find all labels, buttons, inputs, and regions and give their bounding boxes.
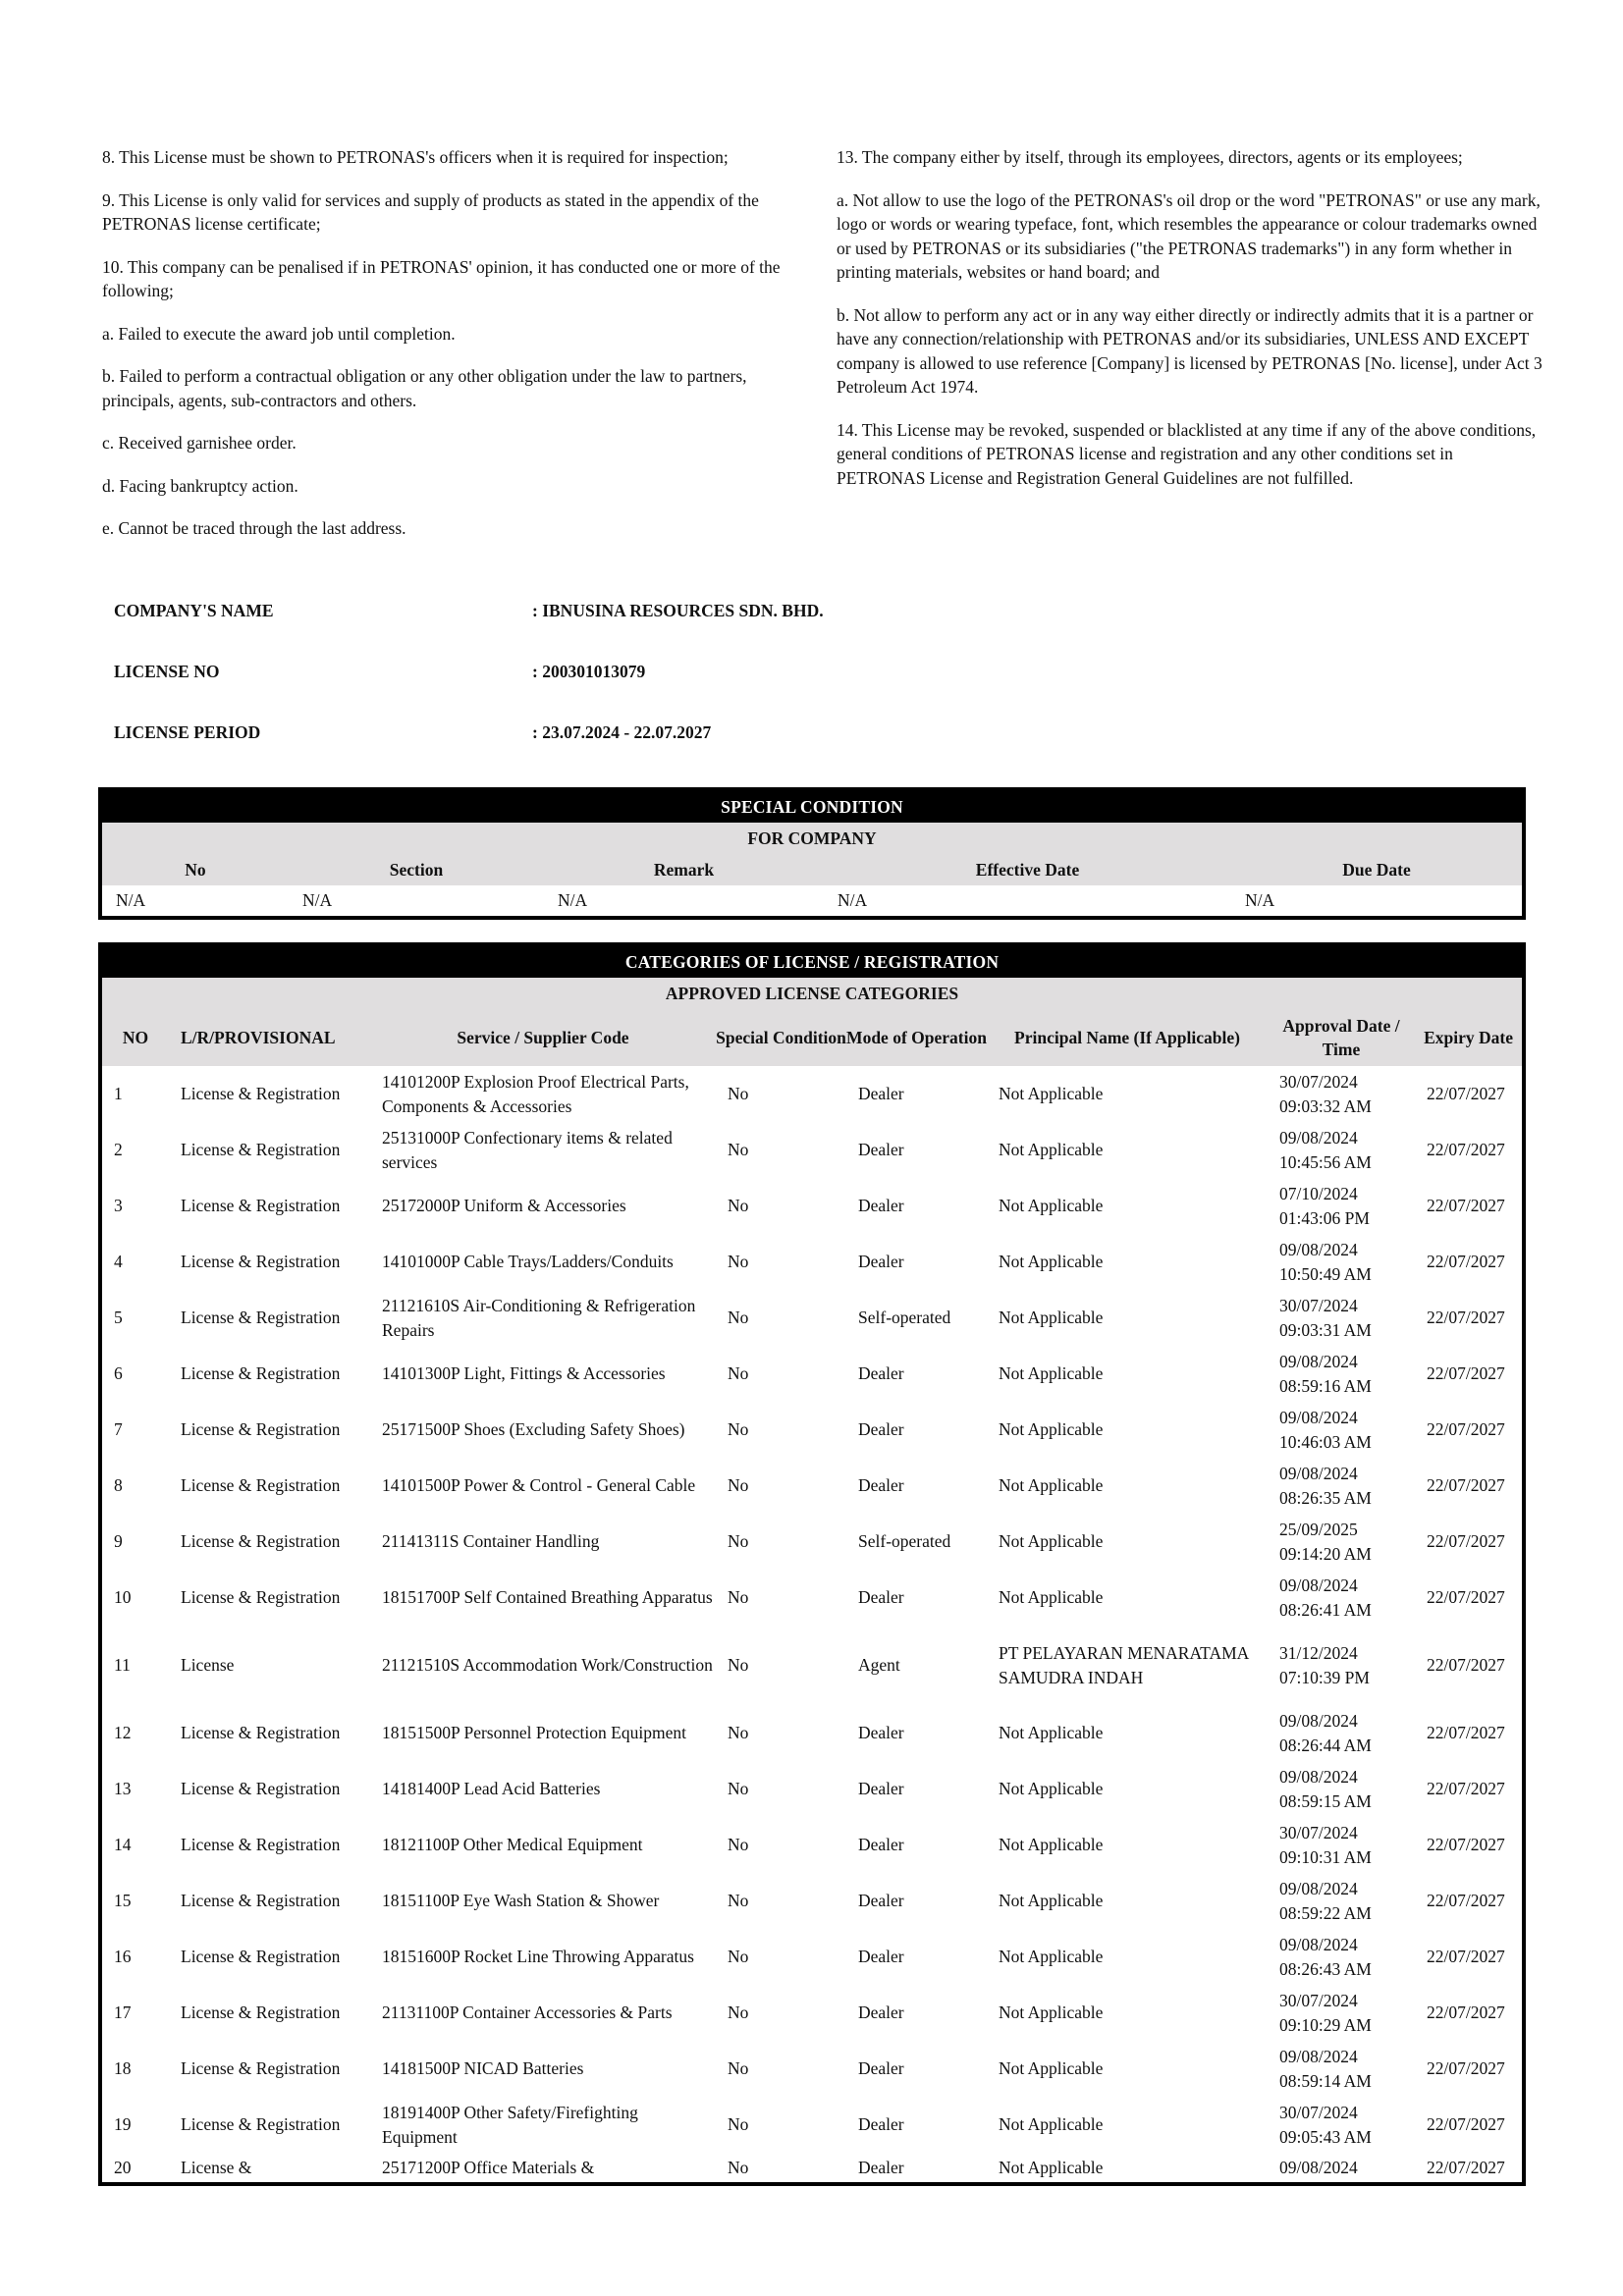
cell-expiry-date: 22/07/2027 [1415, 1514, 1522, 1570]
cell-mode-of-operation: Dealer [846, 1346, 987, 1402]
condition-8: 8. This License must be shown to PETRONAS's officers when it is required for inspection; [102, 147, 729, 167]
cell-service-code: 18151100P Eye Wash Station & Shower [370, 1873, 716, 1929]
cell-due-date: N/A [1231, 885, 1522, 916]
cell-principal-name: Not Applicable [987, 1066, 1268, 1122]
col-header-lr-provisional: L/R/PROVISIONAL [169, 1009, 370, 1066]
cell-service-code: 14181500P NICAD Batteries [370, 2041, 716, 2097]
cell-lr-provisional: License & Registration [169, 1290, 370, 1346]
cell-lr-provisional: License & Registration [169, 1761, 370, 1817]
cell-mode-of-operation: Dealer [846, 1929, 987, 1985]
col-header-no: No [102, 854, 289, 885]
cell-expiry-date: 22/07/2027 [1415, 2097, 1522, 2153]
approval-time: 07:10:39 PM [1279, 1667, 1370, 1687]
cell-lr-provisional: License & Registration [169, 1514, 370, 1570]
approval-date: 31/12/2024 [1279, 1643, 1358, 1663]
categories-rows [102, 1066, 1522, 2182]
cell-no: 2 [102, 1122, 169, 1178]
approval-time: 09:14:20 AM [1279, 1543, 1372, 1564]
cell-special-condition: No [716, 1346, 846, 1402]
cell-expiry-date: 22/07/2027 [1415, 1458, 1522, 1514]
cell-special-condition: No [716, 1458, 846, 1514]
categories-subtitle: APPROVED LICENSE CATEGORIES [102, 978, 1522, 1009]
approval-date: 30/07/2024 [1279, 1296, 1358, 1315]
cell-mode-of-operation: Dealer [846, 1705, 987, 1761]
company-name-label: COMPANY'S NAME [114, 601, 274, 620]
cell-service-code: 18151700P Self Contained Breathing Apparatus [370, 1570, 716, 1626]
cell-principal-name: Not Applicable [987, 1346, 1268, 1402]
cell-service-code: 21121510S Accommodation Work/Construction [370, 1626, 716, 1705]
condition-10: 10. This company can be penalised if in PETRONAS' opinion, it has conducted one or more of the following; [102, 256, 781, 300]
license-period-label: LICENSE PERIOD [114, 722, 261, 742]
approval-date: 09/08/2024 [1279, 1711, 1358, 1731]
cell-principal-name: Not Applicable [987, 1817, 1268, 1873]
cell-approval-date [1268, 1929, 1415, 1985]
cell-no: 13 [102, 1761, 169, 1817]
cell-remark: N/A [544, 885, 824, 916]
approval-date: 09/08/2024 [1279, 1352, 1358, 1371]
cell-principal-name: Not Applicable [987, 1985, 1268, 2041]
col-header-effective-date: Effective Date [824, 854, 1231, 885]
cell-lr-provisional: License & Registration [169, 1346, 370, 1402]
cell-lr-provisional: License & Registration [169, 1705, 370, 1761]
approval-date: 09/08/2024 [1279, 1464, 1358, 1483]
cell-service-code: 25171200P Office Materials & [370, 2153, 716, 2182]
cell-principal-name: Not Applicable [987, 1234, 1268, 1290]
approval-time: 08:59:14 AM [1279, 2070, 1372, 2091]
license-categories-table [98, 942, 1526, 2186]
approval-time: 01:43:06 PM [1279, 1207, 1370, 1228]
table-row [102, 1514, 1522, 1570]
approval-time: 10:45:56 AM [1279, 1151, 1372, 1172]
approval-date: 09/08/2024 [1279, 1575, 1358, 1595]
approval-date: 09/08/2024 [1279, 2047, 1358, 2066]
cell-expiry-date: 22/07/2027 [1415, 1570, 1522, 1626]
cell-approval-date [1268, 1402, 1415, 1458]
cell-special-condition: No [716, 1873, 846, 1929]
cell-approval-date [1268, 1873, 1415, 1929]
cell-approval-date [1268, 1817, 1415, 1873]
condition-13b: b. Not allow to perform any act or in any way either directly or indirectly admits that it is a partner or have any connection/relationship with PETRONAS and/or its subsidiaries, UNLESS AND EXCEPT company is allowed to use reference [Company] is licensed by PETRONAS [No. license], under Act 3 Petroleum Act 1974. [837, 304, 1542, 397]
table-row [102, 2041, 1522, 2097]
cell-expiry-date: 22/07/2027 [1415, 1929, 1522, 1985]
table-row [102, 1402, 1522, 1458]
condition-13a: a. Not allow to use the logo of the PETRONAS's oil drop or the word "PETRONAS" or use any mark, logo or words or wearing typeface, font, which resembles the appearance or colour trademarks owned or used by PETRONAS or its subsidiaries ("the PETRONAS trademarks") in any form whether in printing materials, websites or hand board; and [837, 189, 1541, 282]
cell-expiry-date: 22/07/2027 [1415, 1290, 1522, 1346]
cell-expiry-date: 22/07/2027 [1415, 1873, 1522, 1929]
approval-date: 09/08/2024 [1279, 1767, 1358, 1787]
cell-lr-provisional: License & Registration [169, 1570, 370, 1626]
cell-lr-provisional: License & Registration [169, 1817, 370, 1873]
approval-time: 10:46:03 AM [1279, 1431, 1372, 1452]
cell-approval-date [1268, 2097, 1415, 2153]
cell-special-condition: No [716, 1761, 846, 1817]
cell-expiry-date: 22/07/2027 [1415, 1817, 1522, 1873]
approval-time: 09:10:31 AM [1279, 1846, 1372, 1867]
cell-mode-of-operation: Dealer [846, 1066, 987, 1122]
cell-no: 18 [102, 2041, 169, 2097]
cell-lr-provisional: License & Registration [169, 1985, 370, 2041]
table-row [102, 1066, 1522, 1122]
cell-service-code: 18191400P Other Safety/Firefighting Equipment [370, 2097, 716, 2153]
approval-time: 09:10:29 AM [1279, 2014, 1372, 2035]
approval-date: 30/07/2024 [1279, 1991, 1358, 2010]
cell-service-code: 14181400P Lead Acid Batteries [370, 1761, 716, 1817]
cell-service-code: 18151500P Personnel Protection Equipment [370, 1705, 716, 1761]
cell-principal-name: Not Applicable [987, 2041, 1268, 2097]
table-row [102, 1705, 1522, 1761]
special-condition-subtitle: FOR COMPANY [102, 823, 1522, 854]
cell-approval-date [1268, 1514, 1415, 1570]
approval-time: 08:26:43 AM [1279, 1958, 1372, 1979]
cell-special-condition: No [716, 1066, 846, 1122]
cell-special-condition: No [716, 1985, 846, 2041]
cell-principal-name: Not Applicable [987, 1761, 1268, 1817]
special-condition-table [98, 787, 1526, 920]
cell-approval-date [1268, 1985, 1415, 2041]
col-header-special-condition: Special Condition [716, 1009, 846, 1066]
approval-time: 08:26:44 AM [1279, 1735, 1372, 1755]
cell-service-code: 25171500P Shoes (Excluding Safety Shoes) [370, 1402, 716, 1458]
table-row [102, 1873, 1522, 1929]
cell-special-condition: No [716, 1290, 846, 1346]
cell-no: 4 [102, 1234, 169, 1290]
cell-lr-provisional: License & [169, 2153, 370, 2182]
cell-mode-of-operation: Dealer [846, 2153, 987, 2182]
approval-date: 09/08/2024 [1279, 1128, 1358, 1148]
approval-date: 30/07/2024 [1279, 1823, 1358, 1842]
categories-title: CATEGORIES OF LICENSE / REGISTRATION [102, 946, 1522, 978]
approval-date: 09/08/2024 [1279, 1879, 1358, 1898]
table-row [102, 885, 1522, 916]
cell-principal-name: Not Applicable [987, 2097, 1268, 2153]
license-no-label: LICENSE NO [114, 662, 220, 681]
cell-expiry-date: 22/07/2027 [1415, 1178, 1522, 1234]
condition-10b: b. Failed to perform a contractual obligation or any other obligation under the law to partners, principals, agents, sub-contractors and others. [102, 366, 747, 410]
table-row [102, 2097, 1522, 2153]
cell-approval-date [1268, 1178, 1415, 1234]
approval-time: 09:05:43 AM [1279, 2126, 1372, 2147]
condition-13: 13. The company either by itself, through its employees, directors, agents or its employees; [837, 147, 1463, 167]
cell-no: N/A [102, 885, 289, 916]
cell-no: 5 [102, 1290, 169, 1346]
cell-mode-of-operation: Agent [846, 1626, 987, 1705]
col-header-remark: Remark [544, 854, 824, 885]
cell-expiry-date: 22/07/2027 [1415, 1761, 1522, 1817]
license-no-value: : 200301013079 [532, 662, 646, 681]
cell-lr-provisional: License & Registration [169, 1122, 370, 1178]
cell-principal-name: Not Applicable [987, 1570, 1268, 1626]
col-header-no: NO [102, 1009, 169, 1066]
cell-no: 15 [102, 1873, 169, 1929]
cell-special-condition: No [716, 1402, 846, 1458]
cell-approval-date [1268, 1570, 1415, 1626]
cell-expiry-date: 22/07/2027 [1415, 1626, 1522, 1705]
cell-no: 16 [102, 1929, 169, 1985]
approval-date: 07/10/2024 [1279, 1184, 1358, 1203]
cell-principal-name: Not Applicable [987, 1514, 1268, 1570]
approval-date: 09/08/2024 [1279, 1408, 1358, 1427]
cell-no: 12 [102, 1705, 169, 1761]
approval-date: 09/08/2024 [1279, 1935, 1358, 1954]
approval-date: 30/07/2024 [1279, 1072, 1358, 1092]
approval-date: 30/07/2024 [1279, 2103, 1358, 2122]
special-condition-title: SPECIAL CONDITION [102, 791, 1522, 823]
cell-lr-provisional: License & Registration [169, 1929, 370, 1985]
condition-10d: d. Facing bankruptcy action. [102, 475, 298, 496]
cell-no: 14 [102, 1817, 169, 1873]
cell-expiry-date: 22/07/2027 [1415, 2153, 1522, 2182]
cell-service-code: 21121610S Air-Conditioning & Refrigeration Repairs [370, 1290, 716, 1346]
cell-mode-of-operation: Dealer [846, 1985, 987, 2041]
cell-special-condition: No [716, 1122, 846, 1178]
cell-principal-name: Not Applicable [987, 1290, 1268, 1346]
cell-mode-of-operation: Dealer [846, 1570, 987, 1626]
cell-expiry-date: 22/07/2027 [1415, 1346, 1522, 1402]
condition-10a: a. Failed to execute the award job until completion. [102, 323, 456, 344]
cell-effective-date: N/A [824, 885, 1231, 916]
approval-time: 08:59:16 AM [1279, 1375, 1372, 1396]
cell-lr-provisional: License & Registration [169, 1402, 370, 1458]
cell-no: 3 [102, 1178, 169, 1234]
cell-expiry-date: 22/07/2027 [1415, 1705, 1522, 1761]
cell-special-condition: No [716, 1626, 846, 1705]
cell-mode-of-operation: Dealer [846, 2041, 987, 2097]
approval-time: 08:26:35 AM [1279, 1487, 1372, 1508]
cell-service-code: 14101500P Power & Control - General Cable [370, 1458, 716, 1514]
condition-9: 9. This License is only valid for services and supply of products as stated in the appendix of the PETRONAS license certificate; [102, 189, 759, 234]
cell-expiry-date: 22/07/2027 [1415, 1066, 1522, 1122]
table-row [102, 1234, 1522, 1290]
table-row [102, 1346, 1522, 1402]
cell-approval-date [1268, 2041, 1415, 2097]
cell-approval-date [1268, 1066, 1415, 1122]
approval-time: 08:26:41 AM [1279, 1599, 1372, 1620]
approval-time: 09:03:32 AM [1279, 1095, 1372, 1116]
cell-principal-name: Not Applicable [987, 1178, 1268, 1234]
cell-principal-name: Not Applicable [987, 1929, 1268, 1985]
cell-service-code: 14101300P Light, Fittings & Accessories [370, 1346, 716, 1402]
cell-lr-provisional: License & Registration [169, 1234, 370, 1290]
cell-approval-date [1268, 1290, 1415, 1346]
cell-service-code: 21141311S Container Handling [370, 1514, 716, 1570]
cell-service-code: 18151600P Rocket Line Throwing Apparatus [370, 1929, 716, 1985]
cell-service-code: 25131000P Confectionary items & related services [370, 1122, 716, 1178]
cell-principal-name: PT PELAYARAN MENARATAMA SAMUDRA INDAH [987, 1626, 1268, 1705]
cell-lr-provisional: License [169, 1626, 370, 1705]
cell-principal-name: Not Applicable [987, 1458, 1268, 1514]
cell-special-condition: No [716, 1514, 846, 1570]
col-header-principal-name: Principal Name (If Applicable) [987, 1009, 1268, 1066]
col-header-mode-of-operation: Mode of Operation [846, 1009, 987, 1066]
cell-lr-provisional: License & Registration [169, 1066, 370, 1122]
cell-principal-name: Not Applicable [987, 1402, 1268, 1458]
cell-no: 6 [102, 1346, 169, 1402]
cell-service-code: 21131100P Container Accessories & Parts [370, 1985, 716, 2041]
cell-special-condition: No [716, 1178, 846, 1234]
table-row [102, 2153, 1522, 2182]
cell-no: 11 [102, 1626, 169, 1705]
cell-lr-provisional: License & Registration [169, 2097, 370, 2153]
cell-mode-of-operation: Self-operated [846, 1514, 987, 1570]
cell-expiry-date: 22/07/2027 [1415, 2041, 1522, 2097]
cell-mode-of-operation: Self-operated [846, 1290, 987, 1346]
cell-principal-name: Not Applicable [987, 1873, 1268, 1929]
table-row [102, 1929, 1522, 1985]
cell-approval-date [1268, 2153, 1415, 2182]
cell-mode-of-operation: Dealer [846, 2097, 987, 2153]
cell-mode-of-operation: Dealer [846, 1873, 987, 1929]
conditions-right-column [837, 145, 1543, 508]
cell-special-condition: No [716, 1817, 846, 1873]
cell-no: 8 [102, 1458, 169, 1514]
condition-14: 14. This License may be revoked, suspended or blacklisted at any time if any of the above conditions, general conditions of PETRONAS license and registration and any other conditions set in PETRONAS License and Registration General Guidelines are not fulfilled. [837, 419, 1537, 488]
cell-principal-name: Not Applicable [987, 2153, 1268, 2182]
cell-mode-of-operation: Dealer [846, 1234, 987, 1290]
cell-special-condition: No [716, 1570, 846, 1626]
cell-expiry-date: 22/07/2027 [1415, 1234, 1522, 1290]
cell-no: 7 [102, 1402, 169, 1458]
cell-approval-date [1268, 1626, 1415, 1705]
col-header-expiry-date: Expiry Date [1415, 1009, 1522, 1066]
col-header-approval-date: Approval Date / Time [1268, 1009, 1415, 1066]
cell-special-condition: No [716, 1234, 846, 1290]
condition-10c: c. Received garnishee order. [102, 433, 297, 453]
cell-approval-date [1268, 1346, 1415, 1402]
cell-no: 19 [102, 2097, 169, 2153]
table-row [102, 1122, 1522, 1178]
cell-mode-of-operation: Dealer [846, 1761, 987, 1817]
table-row [102, 1570, 1522, 1626]
table-row [102, 1178, 1522, 1234]
cell-no: 20 [102, 2153, 169, 2182]
cell-lr-provisional: License & Registration [169, 1873, 370, 1929]
cell-approval-date [1268, 1705, 1415, 1761]
cell-expiry-date: 22/07/2027 [1415, 1122, 1522, 1178]
table-row [102, 1290, 1522, 1346]
cell-principal-name: Not Applicable [987, 1705, 1268, 1761]
condition-10e: e. Cannot be traced through the last address. [102, 518, 406, 538]
col-header-due-date: Due Date [1231, 854, 1522, 885]
cell-approval-date [1268, 1234, 1415, 1290]
approval-time: 09:03:31 AM [1279, 1319, 1372, 1340]
cell-approval-date [1268, 1122, 1415, 1178]
cell-special-condition: No [716, 2097, 846, 2153]
cell-service-code: 18121100P Other Medical Equipment [370, 1817, 716, 1873]
cell-approval-date [1268, 1761, 1415, 1817]
cell-service-code: 14101200P Explosion Proof Electrical Parts, Components & Accessories [370, 1066, 716, 1122]
cell-mode-of-operation: Dealer [846, 1122, 987, 1178]
cell-mode-of-operation: Dealer [846, 1402, 987, 1458]
approval-date: 25/09/2025 [1279, 1520, 1358, 1539]
table-row [102, 1817, 1522, 1873]
approval-date: 09/08/2024 [1279, 1240, 1358, 1259]
cell-expiry-date: 22/07/2027 [1415, 1402, 1522, 1458]
cell-lr-provisional: License & Registration [169, 1458, 370, 1514]
cell-approval-date [1268, 1458, 1415, 1514]
cell-no: 1 [102, 1066, 169, 1122]
conditions-left-column [102, 145, 819, 560]
approval-time: 08:59:15 AM [1279, 1790, 1372, 1811]
cell-no: 9 [102, 1514, 169, 1570]
cell-section: N/A [289, 885, 544, 916]
table-row [102, 1761, 1522, 1817]
approval-time: 10:50:49 AM [1279, 1263, 1372, 1284]
cell-service-code: 25172000P Uniform & Accessories [370, 1178, 716, 1234]
cell-mode-of-operation: Dealer [846, 1458, 987, 1514]
table-row [102, 1458, 1522, 1514]
cell-mode-of-operation: Dealer [846, 1178, 987, 1234]
approval-date: 09/08/2024 [1279, 2157, 1358, 2177]
cell-lr-provisional: License & Registration [169, 1178, 370, 1234]
col-header-section: Section [289, 854, 544, 885]
cell-special-condition: No [716, 1705, 846, 1761]
license-period-value: : 23.07.2024 - 22.07.2027 [532, 722, 712, 742]
cell-mode-of-operation: Dealer [846, 1817, 987, 1873]
cell-special-condition: No [716, 1929, 846, 1985]
cell-no: 17 [102, 1985, 169, 2041]
cell-principal-name: Not Applicable [987, 1122, 1268, 1178]
company-name-value: : IBNUSINA RESOURCES SDN. BHD. [532, 601, 824, 620]
cell-special-condition: No [716, 2041, 846, 2097]
cell-service-code: 14101000P Cable Trays/Ladders/Conduits [370, 1234, 716, 1290]
cell-special-condition: No [716, 2153, 846, 2182]
cell-no: 10 [102, 1570, 169, 1626]
col-header-service-code: Service / Supplier Code [370, 1009, 716, 1066]
approval-time: 08:59:22 AM [1279, 1902, 1372, 1923]
table-row [102, 1626, 1522, 1705]
table-row [102, 1985, 1522, 2041]
cell-lr-provisional: License & Registration [169, 2041, 370, 2097]
cell-expiry-date: 22/07/2027 [1415, 1985, 1522, 2041]
